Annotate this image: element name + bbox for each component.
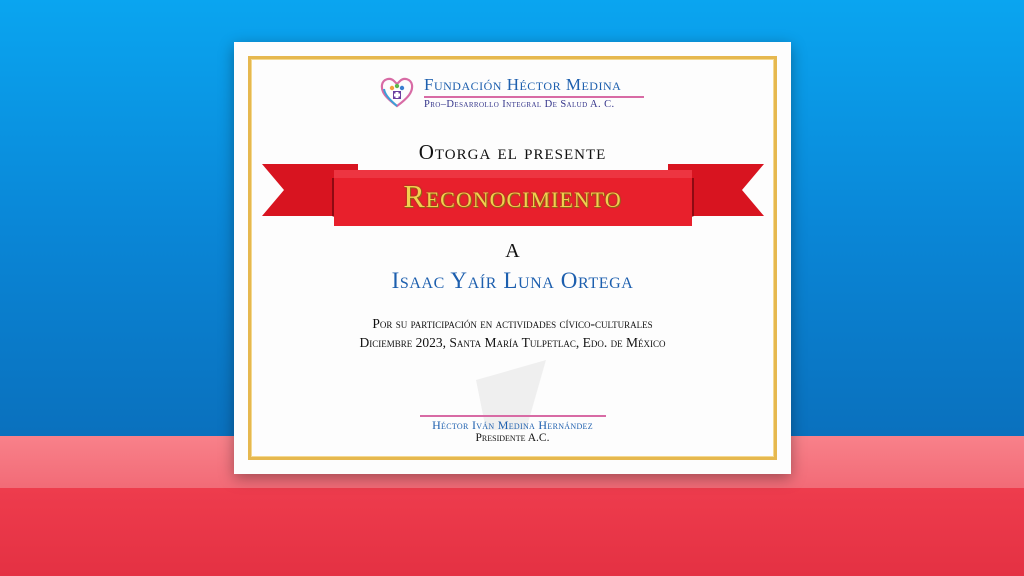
reason-text xyxy=(234,314,791,352)
signatory-name: Héctor Iván Medina Hernández xyxy=(432,418,593,432)
certificate-title: Reconocimiento xyxy=(403,178,622,214)
organization-header xyxy=(380,75,660,115)
preposition-text: A xyxy=(505,240,520,262)
organization-subtitle: Pro–Desarrollo Integral De Salud A. C. xyxy=(424,99,615,110)
heart-logo-icon xyxy=(380,75,414,109)
signatory-title: Presidente A.C. xyxy=(475,432,550,444)
recipient-name: Isaac Yaír Luna Ortega xyxy=(391,268,634,293)
certificate-card xyxy=(234,42,791,474)
organization-name: Fundación Héctor Medina xyxy=(424,75,622,94)
signature-line xyxy=(420,415,606,417)
reason-line-1: Por su participación en actividades cívico-culturales xyxy=(372,316,653,331)
reason-line-2: Diciembre 2023, Santa María Tulpetlac, Edo. de México xyxy=(359,335,666,350)
intro-text: Otorga el presente xyxy=(418,140,607,164)
table-front xyxy=(0,488,1024,576)
organization-underline xyxy=(424,96,644,98)
